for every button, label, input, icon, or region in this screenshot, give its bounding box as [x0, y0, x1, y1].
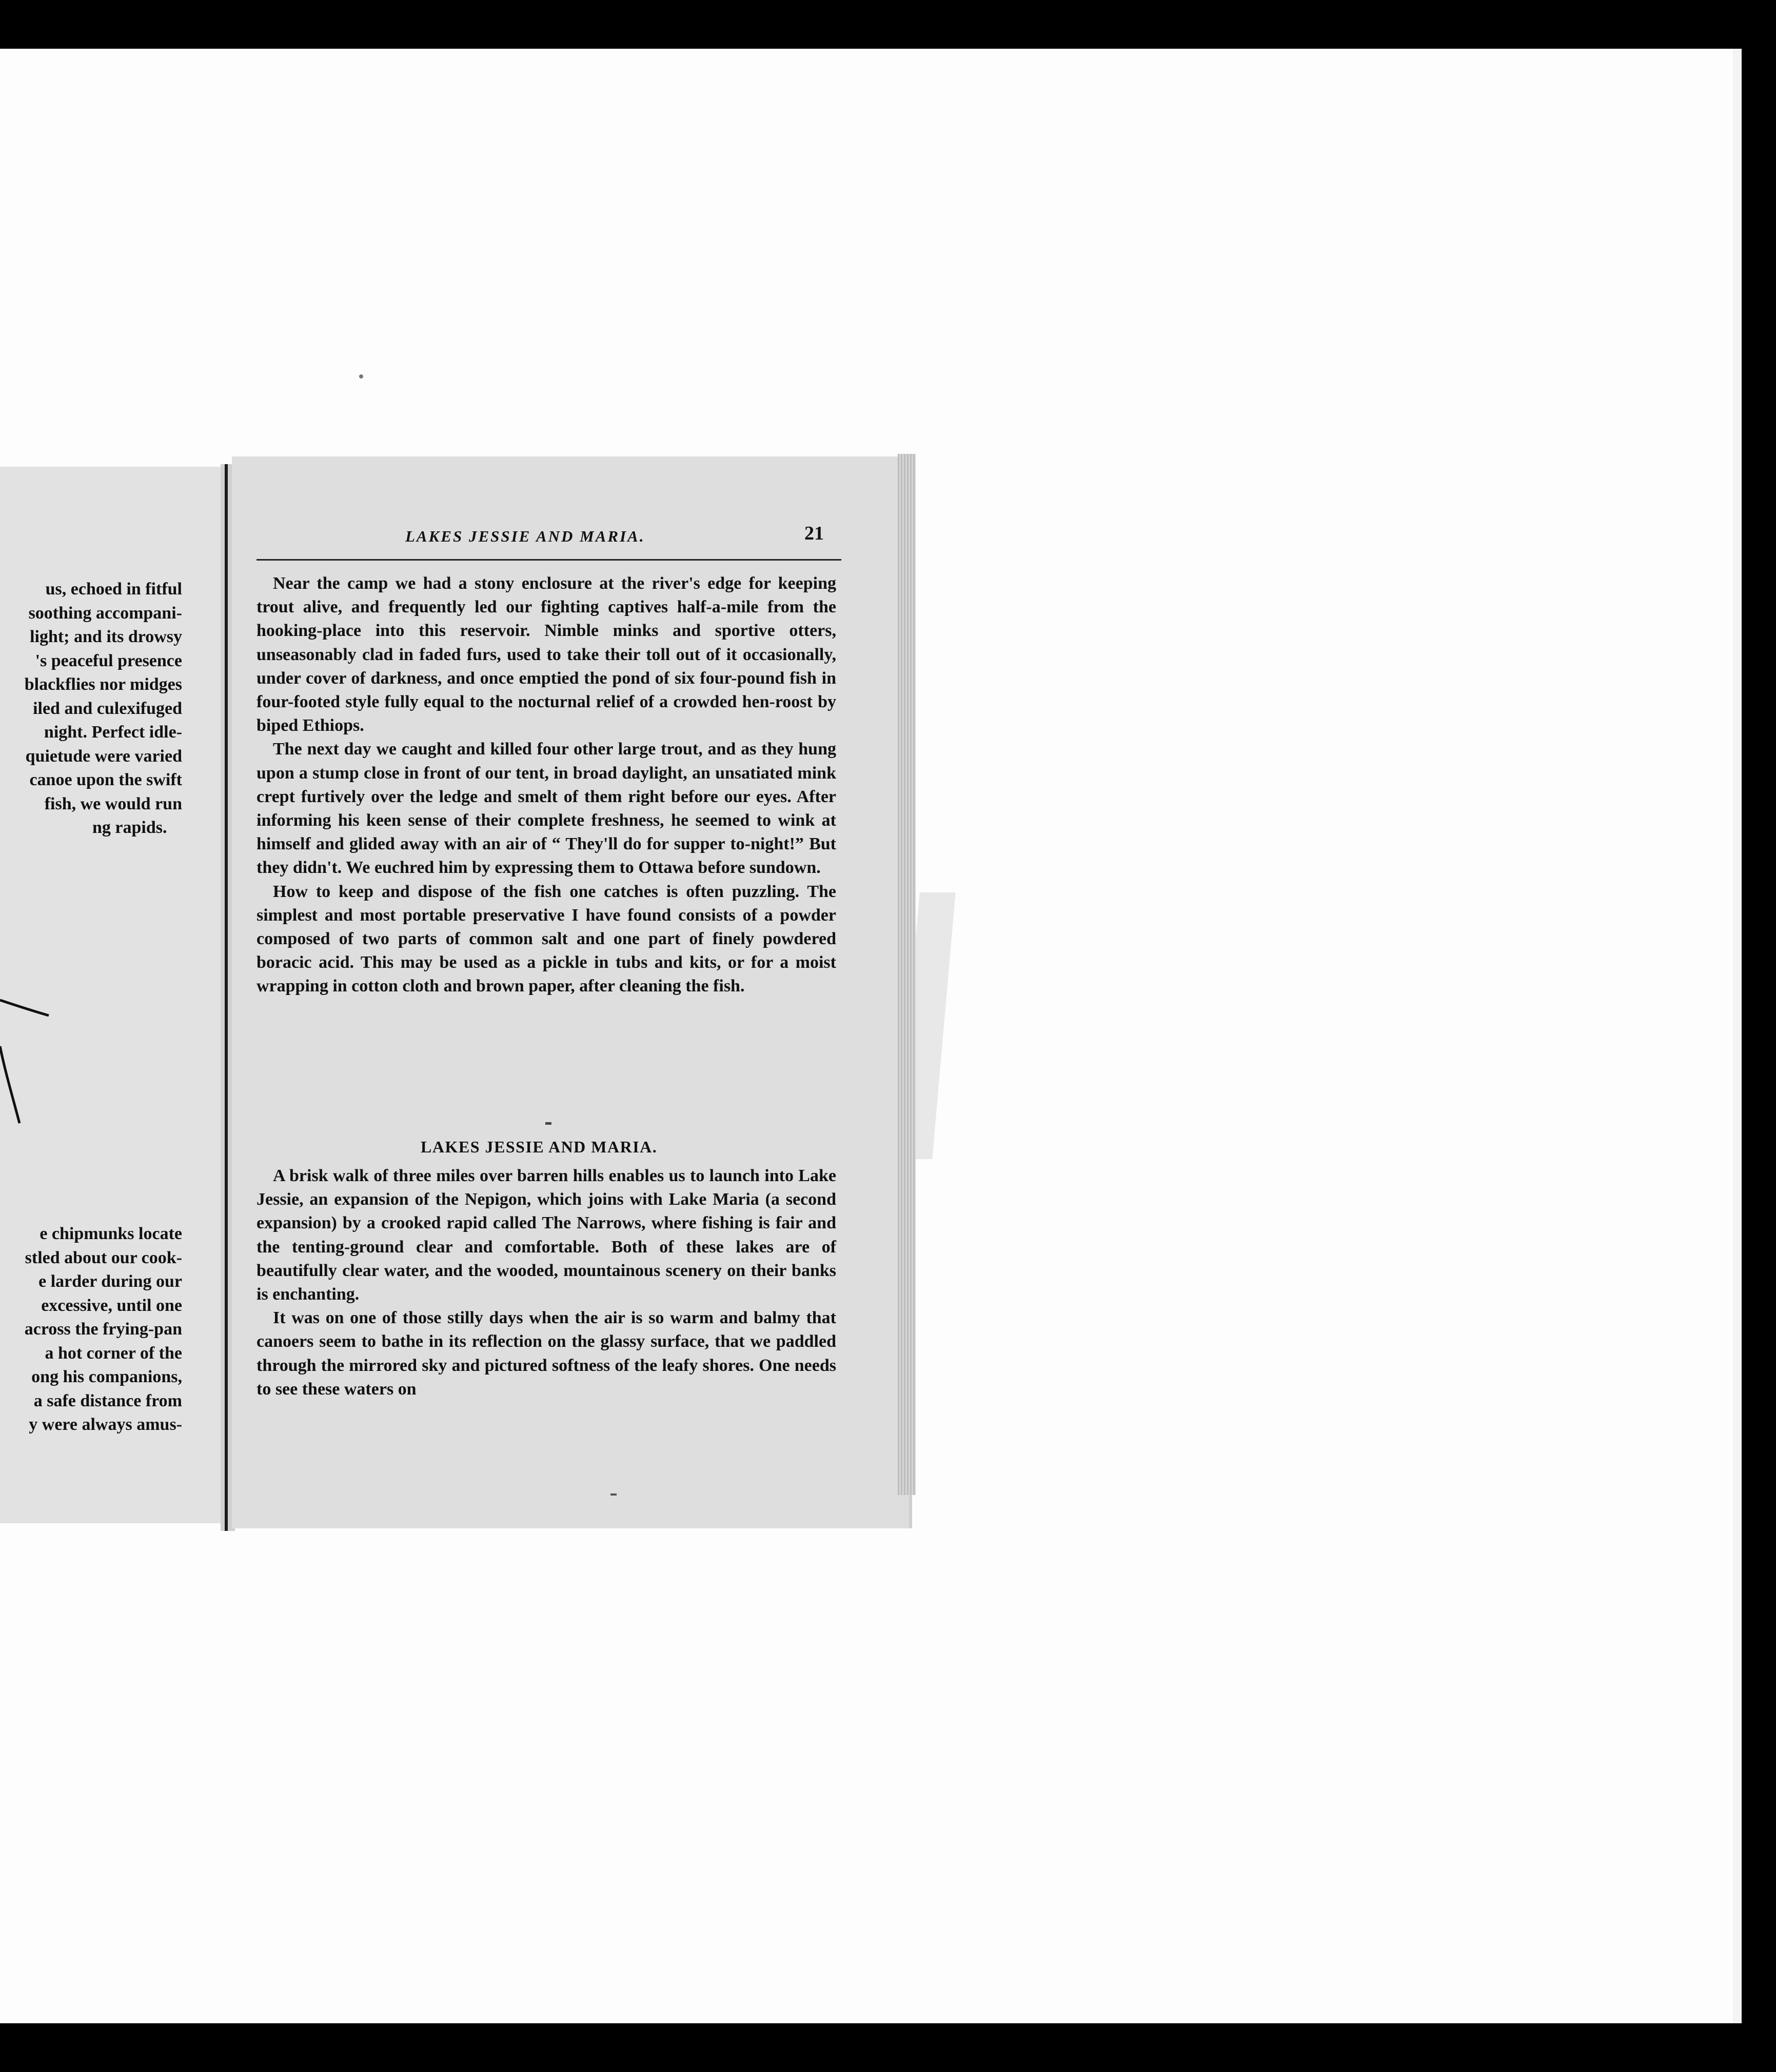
text-line: y were always amus-	[29, 1415, 182, 1434]
scan-border-bottom	[0, 2023, 1776, 2072]
text-line: e chipmunks locate	[40, 1224, 182, 1243]
paragraph: It was on one of those stilly days when the air is so warm and balmy that canoers seem to bathe in its reflection on the glassy surface, that we paddled through the mirrored sky and pictured softness of the leafy shores. One needs to see these waters on	[256, 1308, 836, 1399]
scan-speck	[359, 374, 363, 378]
page-number: 21	[804, 523, 824, 544]
text-line: 's peaceful presence	[35, 651, 182, 670]
page-mark	[610, 1493, 617, 1496]
text-line: fish, we would run	[44, 794, 182, 813]
section-title: LAKES JESSIE AND MARIA.	[421, 1138, 658, 1156]
text-line: soothing accompani-	[28, 603, 182, 623]
scan-border-right	[1742, 49, 1776, 2023]
header-rule	[256, 559, 841, 561]
text-line: a safe distance from	[33, 1391, 182, 1410]
text-line: e larder during our	[38, 1272, 182, 1291]
text-line: light; and its drowsy	[30, 627, 182, 646]
left-page-lower-text	[0, 1222, 182, 1473]
body-text	[256, 572, 836, 999]
paragraph: Near the camp we had a stony enclosure at the river's edge for keeping trout alive, and frequently led our fighting captives half-a-mile from the hooking-place into this reservoir. Nimble minks and sportive otters, unseasonably clad in faded furs, used to take their toll out of it occasionally, under cover of darkness, and once emptied the pond of six four-pound fish in four-footed style fully equal to the nocturnal relief of a crowded hen-roost by biped Ethiops.	[256, 574, 836, 735]
text-line: excessive, until one	[41, 1296, 182, 1315]
gutter-shadow-line	[225, 464, 228, 1531]
text-line: ng rapids.	[92, 818, 167, 837]
text-line: ong his companions,	[31, 1367, 182, 1386]
page-edges	[898, 454, 916, 1495]
section-body-text	[256, 1164, 836, 1401]
paragraph: How to keep and dispose of the fish one catches is often puzzling. The simplest and most portable preservative I have found consists of a powder composed of two parts of common salt and one part of finely powdered boracic acid. This may be used as a pickle in tubs and kits, or for a moist wrapping in cotton cloth and brown paper, after cleaning the fish.	[256, 882, 836, 996]
scan-margin-right	[1733, 49, 1742, 2023]
scan-border-top	[0, 0, 1776, 49]
paragraph: A brisk walk of three miles over barren hills enables us to launch into Lake Jessie, an expansion of the Nepigon, which joins with Lake Maria (a second expansion) by a crooked rapid called The Narrows, where fishing is fair and the tenting-ground clear and comfortable. Both of these lakes are of beautifully clear water, and the wooded, mountainous scenery on their banks is enchanting.	[256, 1166, 836, 1304]
text-line: iled and culexifuged	[33, 699, 182, 718]
text-line: night. Perfect idle-	[44, 723, 182, 742]
text-line: quietude were varied	[25, 746, 182, 766]
text-line: a hot corner of the	[45, 1343, 182, 1363]
text-line: stled about our cook-	[25, 1248, 182, 1267]
left-page-upper-text	[0, 577, 182, 840]
running-head: LAKES JESSIE AND MARIA.	[405, 527, 645, 545]
paragraph: The next day we caught and killed four other large trout, and as they hung upon a stump close in front of our tent, in broad daylight, an unsatiated mink crept furtively over the ledge and smelt of them right before our eyes. After informing his keen sense of their complete freshness, he seemed to wink at himself and glided away with an air of “ They'll do for supper to-night!” But they didn't. We euchred him by expressing them to Ottawa before sundown.	[256, 740, 836, 878]
text-line: blackflies nor midges	[24, 675, 182, 694]
illustration-fragment	[0, 969, 62, 1139]
text-line: canoe upon the swift	[29, 770, 182, 789]
section-separator	[545, 1122, 551, 1125]
text-line: across the frying-pan	[24, 1320, 182, 1339]
text-line: us, echoed in fitful	[45, 580, 182, 599]
